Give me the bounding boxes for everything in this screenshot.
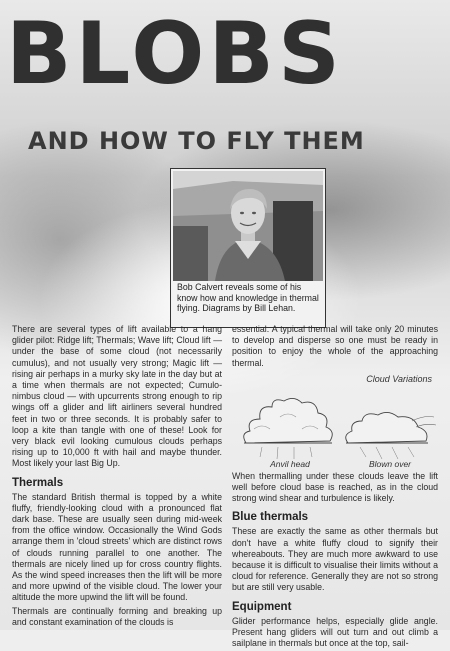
blue-thermals-paragraph: These are exactly the same as other thermals but don't have a white fluffy cloud to signify their whereabouts. They are much more awkward to use because it is difficult to visualise their limits without a cloud for reference. Generally they are not so strong but are still very usable.	[232, 526, 438, 593]
equipment-heading: Equipment	[232, 600, 292, 613]
anvil-head-label: Anvil head	[270, 458, 310, 469]
intro-paragraph: There are several types of lift available to a hang glider pilot: Ridge lift; Thermals; Wave lift; Cloud lift — under the base of some cloud (not necessarily cumulus), and not usually very strong; Magic lift — rising air perhaps in a murky sky late in the day but at a time when thermals are not expected; Cumulo-nimbus cloud — with upcurrents strong enough to rip wings off a glider and lift airliners several hundred feet in two or three seconds. It is probably safer to loop a kite than tangle with one of these! Look for very black evil looking cumulous clouds perhaps rising up to 10,000 ft with hail and maybe thunder. Most likely your last Big Up.	[12, 324, 222, 469]
author-photo	[173, 171, 323, 281]
article-subtitle: AND HOW TO FLY THEM	[28, 127, 365, 155]
diagram-title: Cloud Variations	[366, 373, 432, 384]
thermals-paragraph-1: The standard British thermal is topped by a white fluffy, friendly-looking cloud with a pronounced flat dark base. These are usually seen during mid-week from the office window. Occasionally the Wind Gods arrange them in 'cloud streets' which are distinct rows of clouds running parallel to one another. The thermals are nicely lined up for cross country flights. As the wind speed increases then the lift will be more and more upwind of the visible cloud. The lower your altitude the more upwind the lift will be found.	[12, 491, 222, 603]
thermals-heading: Thermals	[12, 476, 64, 489]
photo-caption: Bob Calvert reveals some of his know how and knowledge in thermal flying. Diagrams by Bill Lehan.	[177, 282, 319, 313]
author-photo-box	[170, 168, 326, 328]
anvil-head-cloud	[244, 398, 333, 459]
thermals-paragraph-2: Thermals are continually forming and breaking up and constant examination of the clouds is	[12, 605, 222, 627]
blown-over-cloud	[346, 412, 436, 459]
right-paragraph-1: essential. A typical thermal will take only 20 minutes to develop and disperse so one must be ready in position to enjoy the whole of the approaching thermal.	[232, 324, 438, 368]
left-column	[12, 324, 222, 630]
article-title: BLOBS	[6, 4, 344, 104]
cloud-variations-diagram	[232, 371, 438, 469]
right-paragraph-2: When thermalling under these clouds leave the lift well before cloud base is reached, as in the cloud strong wind shear and turbulence is likely.	[232, 470, 438, 504]
blue-thermals-heading: Blue thermals	[232, 511, 309, 524]
right-column	[232, 324, 438, 651]
equipment-paragraph: Glider performance helps, especially glide angle. Present hang gliders will out turn and out climb a sailplane in thermals but once at the top, sail-	[232, 615, 438, 649]
blown-over-label: Blown over	[368, 458, 412, 469]
